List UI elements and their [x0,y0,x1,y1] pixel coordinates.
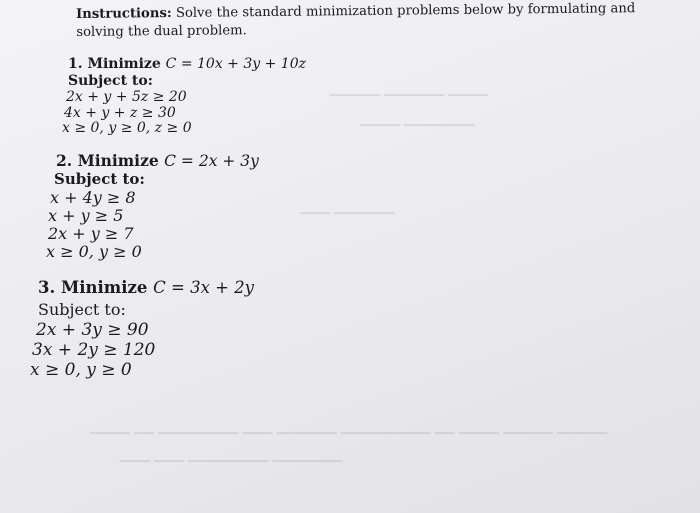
bleed-through-text: ▁▁▁ ▁▁▁ ▁▁▁▁▁▁▁▁ ▁▁▁▁▁▁▁ [120,448,343,463]
problem-2-constraint: x ≥ 0, y ≥ 0 [46,242,142,261]
problem-2-constraint: x + 4y ≥ 8 [50,188,136,207]
problem-3-constraint: 3x + 2y ≥ 120 [32,340,156,360]
problem-1-constraint: x ≥ 0, y ≥ 0, z ≥ 0 [62,120,192,136]
problem-2-constraint: 2x + y ≥ 7 [48,224,134,243]
problem-1-title [68,56,306,72]
problem-3-subject-to: Subject to: [38,300,126,319]
problem-1-objective: C = 10x + 3y + 10z [165,56,306,72]
instructions-text: Solve the standard minimization problems below by formulating and solving the dual problem. [76,1,636,40]
problem-1-constraint: 2x + y + 5z ≥ 20 [66,89,187,105]
problem-3-constraint: x ≥ 0, y ≥ 0 [30,360,132,380]
bleed-through-text: ▁▁▁▁ ▁▁▁▁▁▁▁ [360,112,475,127]
problem-2-heading: 2. Minimize [56,151,159,170]
bleed-through-text: ▁▁▁ ▁▁▁▁▁▁ [300,200,395,215]
problem-2-subject-to: Subject to: [54,170,145,188]
bleed-through-text: ▁▁▁▁ ▁▁ ▁▁▁▁▁▁▁▁ ▁▁▁ ▁▁▁▁▁▁ ▁▁▁▁▁▁▁▁▁ ▁▁ ▁▁▁▁ ▁▁▁▁▁ ▁▁▁▁▁ [90,420,608,435]
bleed-through-text: ▁▁▁▁▁ ▁▁▁▁▁▁ ▁▁▁▁ [330,82,489,97]
problem-2-constraint: x + y ≥ 5 [48,206,124,225]
problem-2-objective: C = 2x + 3y [164,152,259,170]
problem-1-constraint: 4x + y + z ≥ 30 [64,105,176,121]
problem-1-heading: 1. Minimize [68,56,161,72]
instructions [76,0,686,42]
problem-3-heading: 3. Minimize [38,278,148,297]
problem-3-constraint: 2x + 3y ≥ 90 [36,320,149,340]
problem-1-subject-to: Subject to: [68,73,153,89]
problem-3-objective: C = 3x + 2y [153,278,255,297]
instructions-label: Instructions: [76,5,172,22]
problem-2-title [56,151,259,170]
problem-3-title [38,278,254,297]
